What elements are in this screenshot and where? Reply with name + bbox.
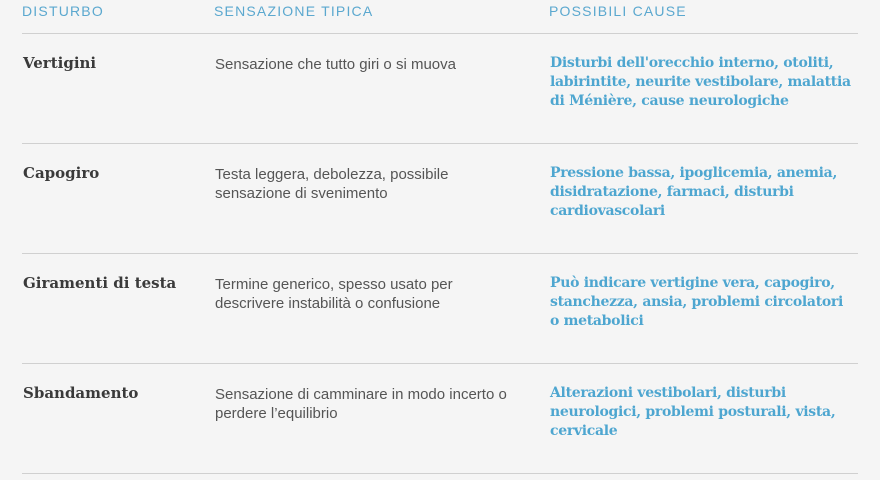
table-header <box>22 0 858 34</box>
sensazione-cell: Sensazione che tutto giri o si muova <box>215 56 456 73</box>
disturbo-cell: Giramenti di testa <box>23 274 177 292</box>
table-row <box>22 144 858 254</box>
cause-cell: Alterazioni vestibolari, disturbi neurologici, problemi posturali, vista, cervicale <box>550 385 836 439</box>
cause-cell: Disturbi dell'orecchio interno, otoliti, labirintite, neurite vestibolare, malattia di Ménière, cause neurologiche <box>550 55 851 109</box>
symptom-table <box>22 0 858 474</box>
table-row <box>22 364 858 474</box>
sensazione-cell: Sensazione di camminare in modo incerto o perdere l’equilibrio <box>215 386 507 422</box>
table-row <box>22 254 858 364</box>
disturbo-cell: Vertigini <box>23 54 97 72</box>
sensazione-cell: Termine generico, spesso usato per descrivere instabilità o confusione <box>215 276 453 312</box>
header-disturbo: DISTURBO <box>22 3 104 19</box>
header-sensazione-tipica: SENSAZIONE TIPICA <box>214 3 374 19</box>
sensazione-cell: Testa leggera, debolezza, possibile sensazione di svenimento <box>215 166 449 202</box>
disturbo-cell: Sbandamento <box>23 384 139 402</box>
header-possibili-cause: POSSIBILI CAUSE <box>549 3 687 19</box>
cause-cell: Pressione bassa, ipoglicemia, anemia, disidratazione, farmaci, disturbi cardiovascolari <box>550 165 838 219</box>
disturbo-cell: Capogiro <box>23 164 100 182</box>
table-row <box>22 34 858 144</box>
cause-cell: Può indicare vertigine vera, capogiro, stanchezza, ansia, problemi circolatori o metabolici <box>550 275 843 329</box>
